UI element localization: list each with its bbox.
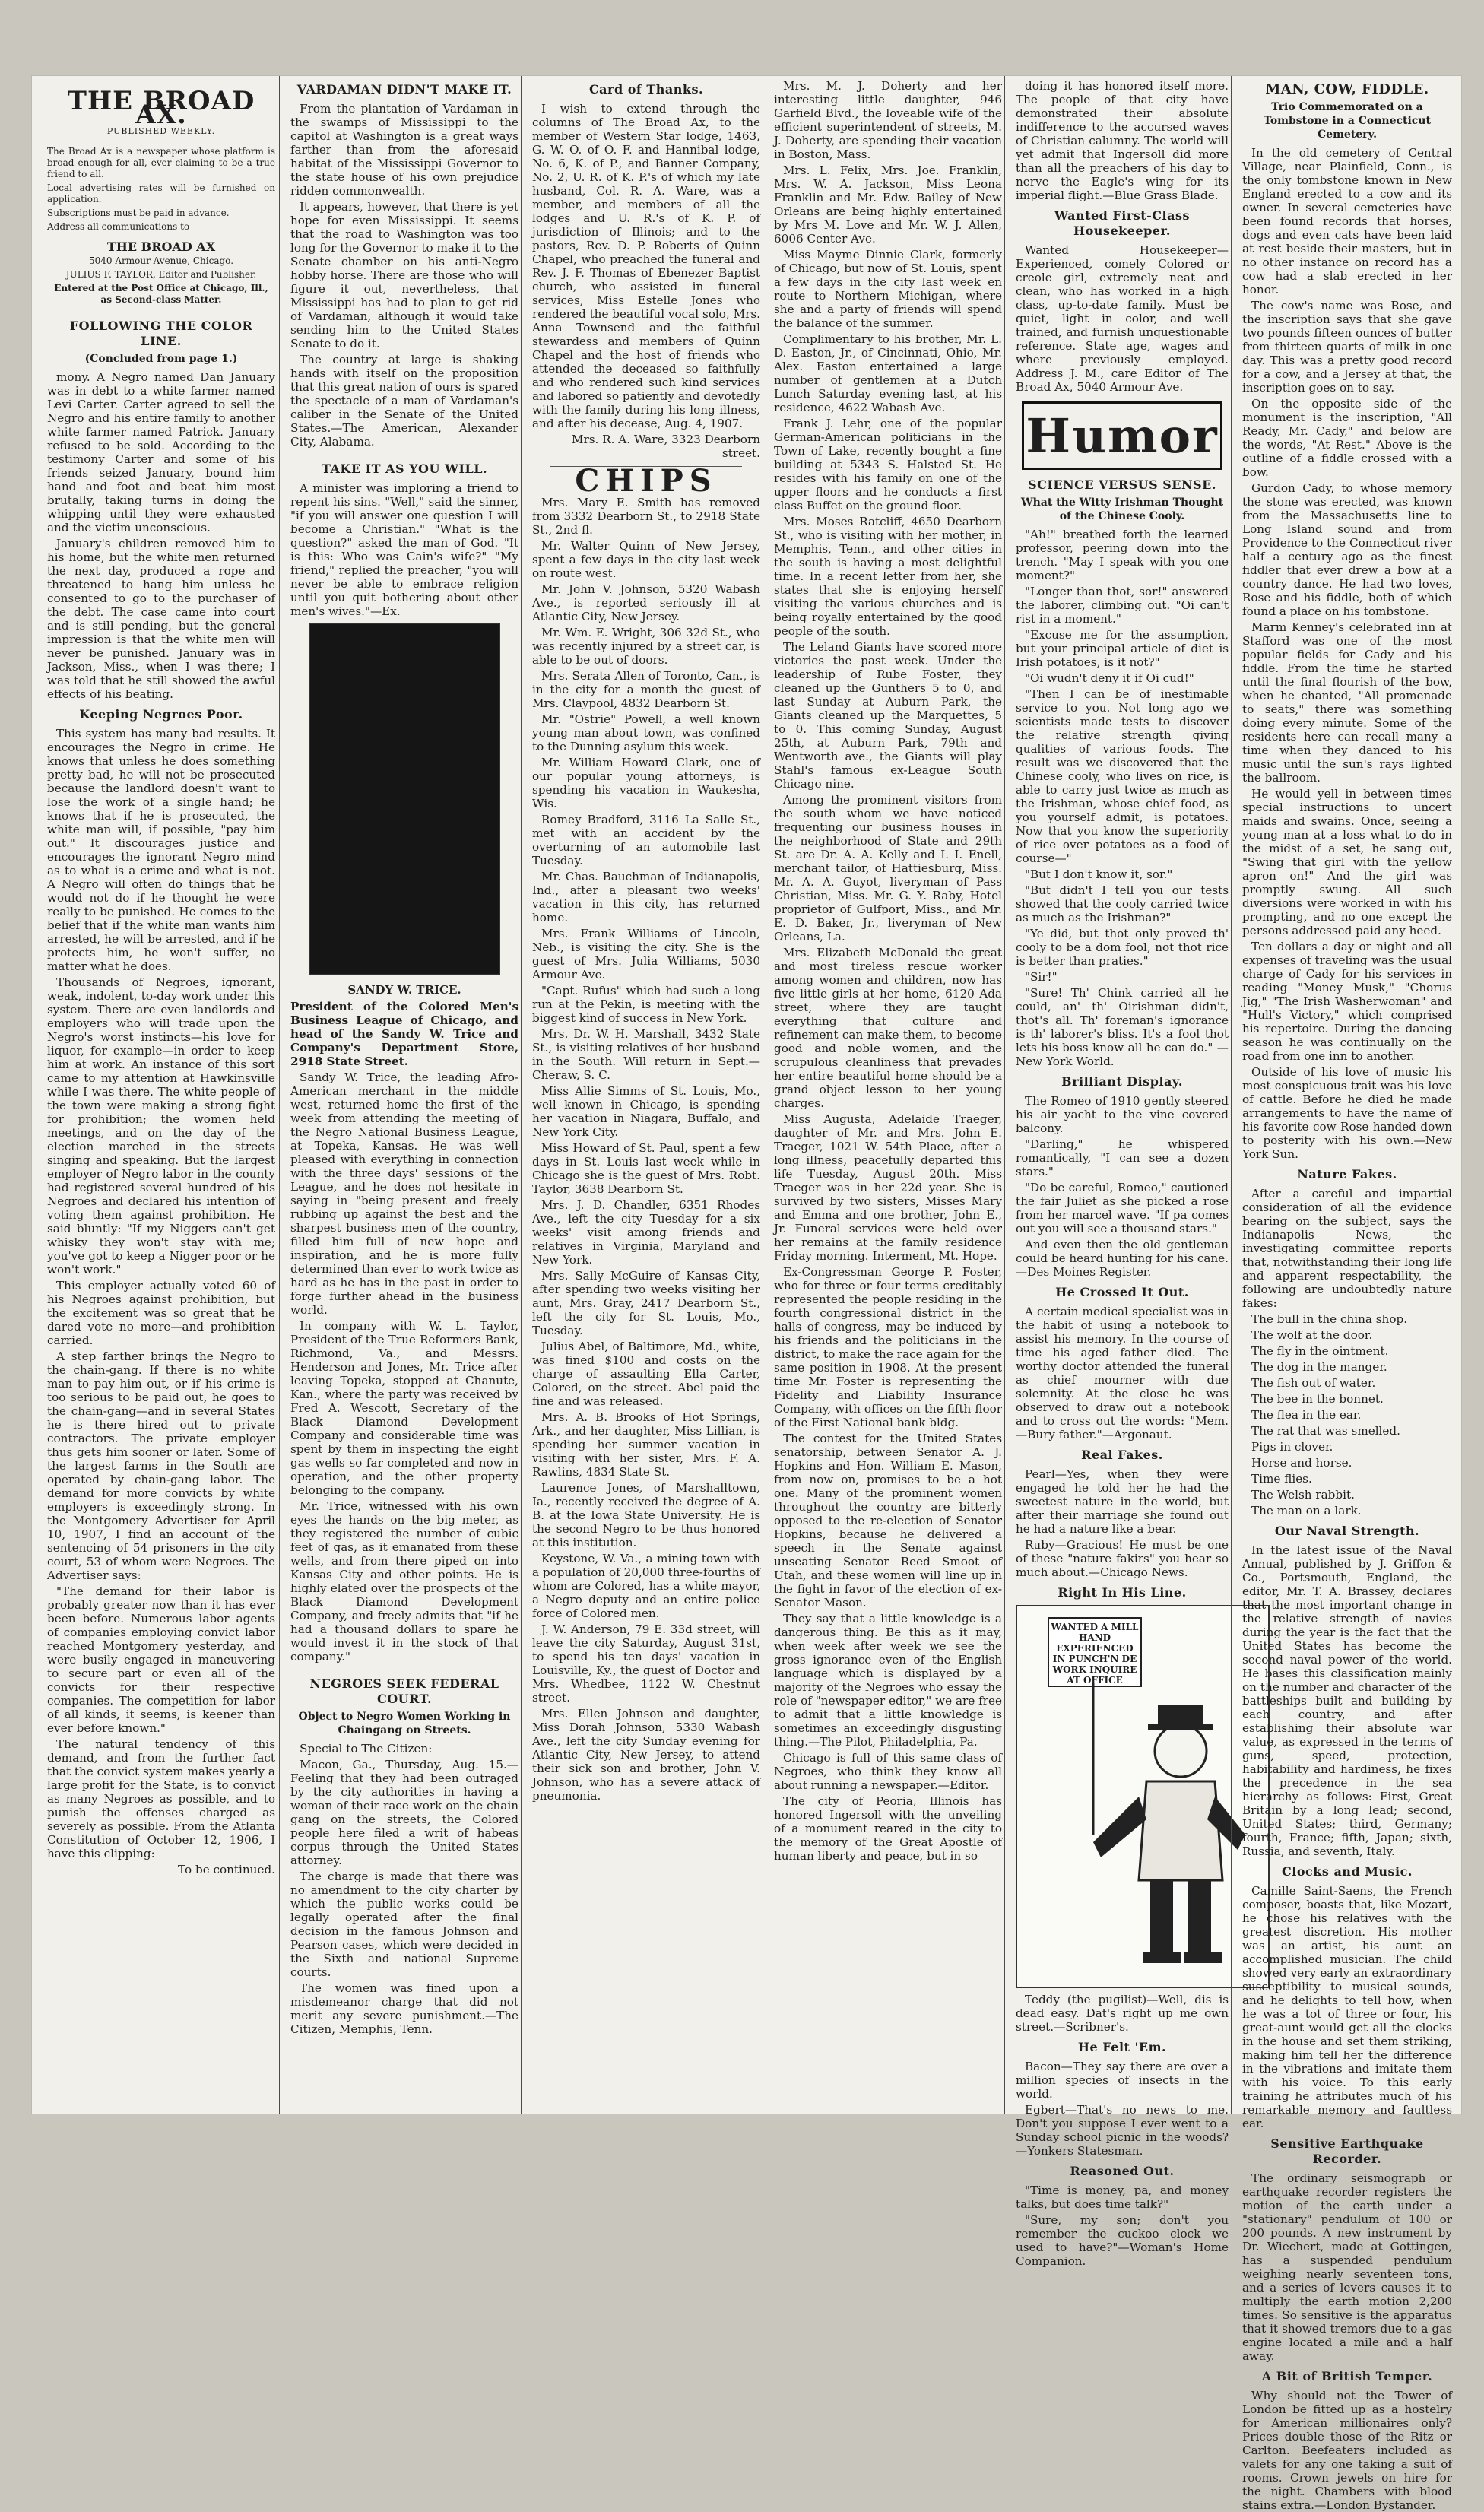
paragraph: This employer actually voted 60 of his Negroes against prohibition, but the excitement was so great that he dared vote no more—and prohibition carried.: [47, 1279, 275, 1347]
news-item: Mrs. L. Felix, Mrs. Joe. Franklin, Mrs. W. A. Jackson, Miss Leona Franklin and Mr. Edw. Bailey of New Orleans are being highly entertained by Mrs M. Love and Mr. W. J. Allen, 6006 Center Ave.: [774, 163, 1002, 246]
section-heading: He Felt 'Em.: [1077, 2040, 1167, 2054]
news-item: Mrs. Frank Williams of Lincoln, Neb., is visiting the city. She is the guest of Mrs. Julia Williams, 5030 Armour Ave.: [532, 927, 760, 982]
paragraph: "Time is money, pa, and money talks, but does time talk?": [1016, 2184, 1229, 2211]
list-item: The bull in the china shop.: [1251, 1312, 1408, 1326]
news-item: Complimentary to his brother, Mr. L. D. Easton, Jr., of Cincinnati, Ohio, Mr. Alex. Easton entertained a large number of gentlemen at a Dutch Lunch Saturday evening last, at his residence, 4622 Wabash Ave.: [774, 332, 1002, 414]
news-item: Miss Howard of St. Paul, spent a few days in St. Louis last week while in Chicago she is the guest of Mrs. Robt. Taylor, 3638 Dearborn St.: [532, 1141, 760, 1196]
paragraph: "Ye did, but thot only proved th' cooly to be a dom fool, not thot rice is better than praties.": [1016, 927, 1229, 968]
news-item: Mr. Wm. E. Wright, 306 32d St., who was recently injured by a street car, is able to be out of doors.: [532, 626, 760, 667]
paragraph: "Longer than thot, sor!" answered the laborer, climbing out. "Oi can't rist in a moment.": [1016, 585, 1229, 626]
section-heading: Real Fakes.: [1081, 1448, 1163, 1462]
section-heading: Keeping Negroes Poor.: [79, 707, 243, 722]
article-heading: NEGROES SEEK FEDERAL COURT.: [309, 1676, 499, 1706]
section-heading: Reasoned Out.: [1070, 2164, 1175, 2178]
masthead-notes: [47, 146, 275, 233]
column-rule: [521, 76, 522, 2114]
column-rule: [279, 76, 280, 2114]
news-item: "Capt. Rufus" which had such a long run at the Pekin, is meeting with the biggest kind of success in New York.: [532, 984, 760, 1025]
paragraph: Mr. Trice, witnessed with his own eyes the hands on the big meter, as they registered the number of cubic feet of gas, as it emanated from these wells, and from there piped on into Kansas City and other points. He is highly elated over the prospects of the Black Diamond Development Company, and freely admits that "if he had a thousand dollars to spare he would invest it in the stock of that company.": [290, 1499, 518, 1664]
section-heading: He Crossed It Out.: [1055, 1285, 1189, 1299]
article-subheading: Trio Commemorated on a Tombstone in a Connecticut Cemetery.: [1264, 101, 1431, 141]
news-item: Mr. William Howard Clark, one of our popular young attorneys, is spending his vacation in Waukesha, Wis.: [532, 756, 760, 810]
column-2: [283, 76, 526, 2114]
paragraph: "Oi wudn't deny it if Oi cud!": [1025, 671, 1194, 685]
humor-banner: [1022, 401, 1222, 470]
section-heading: A Bit of British Temper.: [1261, 2369, 1433, 2384]
paragraph: Marm Kenney's celebrated inn at Stafford was one of the most popular fields for Cady and his fiddle. From the time he started until the final flourish of the bow, when he chanted, "All promenade to seats," there was something doing every minute. Some of the residents here can recall many a time when they danced to his music until the sun's rays lighted the ballroom.: [1242, 620, 1452, 785]
signature: Mrs. R. A. Ware, 3323 Dearborn street.: [571, 433, 760, 460]
column-rule: [1231, 76, 1232, 2114]
list-item: The fish out of water.: [1251, 1376, 1376, 1390]
masthead-editor: JULIUS F. TAYLOR, Editor and Publisher.: [65, 269, 257, 280]
article-heading: Card of Thanks.: [588, 82, 704, 97]
masthead-note: Subscriptions must be paid in advance.: [47, 208, 230, 218]
paragraph: Egbert—That's no news to me. Don't you suppose I ever went to a Sunday school picnic in the woods?—Yonkers Statesman.: [1016, 2103, 1229, 2158]
portrait-photo: [309, 623, 500, 975]
masthead-title: THE BROAD AX.: [67, 86, 255, 130]
continued-note: To be continued.: [178, 1863, 275, 1876]
paragraph: Outside of his love of music his most conspicuous trait was his love of cattle. Before he died he made arrangements to have the name of his favorite cow Rose handed down to posterity with his own.—New York Sun.: [1242, 1065, 1452, 1161]
list-item: The Welsh rabbit.: [1251, 1488, 1355, 1502]
masthead-entry: Entered at the Post Office at Chicago, Ill., as Second-class Matter.: [54, 283, 268, 305]
paragraph: Wanted Housekeeper—Experienced, comely Colored or creole girl, extremely neat and clean, who has worked in a high class, up-to-date family. Must be quiet, light in color, and well trained, and furnish unquestionable reference. State age, wages and where previously employed. Address J. M., care Editor of The Broad Ax, 5040 Armour Ave.: [1016, 243, 1229, 394]
news-item: Mrs. Sally McGuire of Kansas City, after spending two weeks visiting her aunt, Mrs. Gray, 2417 Dearborn St., left the city for St. Louis, Mo., Tuesday.: [532, 1269, 760, 1337]
paragraph: Macon, Ga., Thursday, Aug. 15.—Feeling that they had been outraged by the city authorities in having a woman of their race work on the chain gang on the streets, the Colored people here filed a writ of habeas corpus through the United States attorney.: [290, 1758, 518, 1867]
paragraph: "Sir!": [1025, 970, 1058, 984]
list-item: The flea in the ear.: [1251, 1408, 1362, 1422]
paragraph: The ordinary seismograph or earthquake recorder registers the motion of the earth under a "stationary" pendulum of 100 or 200 pounds. A new instrument by Dr. Wiechert, made at Gottingen, has a suspended pendulum weighing nearly seventeen tons, and a series of levers causes it to multiply the earth motion 2,200 times. So sensitive is the apparatus that it showed tremors due to a gas engine located a mile and a half away.: [1242, 2171, 1452, 2363]
masthead-address-block: [47, 255, 275, 306]
list-item: The wolf at the door.: [1251, 1328, 1373, 1342]
paragraph: doing it has honored itself more. The people of that city have demonstrated their absolute indifference to the accursed waves of Christian calumny. The world will yet admit that Ingersoll did more than all the preachers of his day to nerve the Eagle's wing for its imperial flight.—Blue Grass Blade.: [1016, 79, 1229, 202]
paragraph: "Darling," he whispered romantically, "I can see a dozen stars.": [1016, 1137, 1229, 1178]
article-heading: MAN, COW, FIDDLE.: [1265, 81, 1429, 97]
news-item: Keystone, W. Va., a mining town with a population of 20,000 three-fourths of whom are Colored, has a white mayor, a Negro deputy and an entire police force of Colored men.: [532, 1552, 760, 1620]
news-item: Mrs. Moses Ratcliff, 4650 Dearborn St., who is visiting with her mother, in Memphis, Tenn., and other cities in the south is having a most delightful time. In a recent letter from her, she states that she is enjoying herself visiting the various churches and is being royally entertained by the good people of the south.: [774, 515, 1002, 638]
news-item: Mrs. Dr. W. H. Marshall, 3432 State St., is visiting relatives of her husband in the South. Will return in Sept.—Cheraw, S. C.: [532, 1027, 760, 1082]
paragraph: The Romeo of 1910 gently steered his air yacht to the vine covered balcony.: [1016, 1094, 1229, 1135]
masthead-address: 5040 Armour Avenue, Chicago.: [88, 255, 234, 266]
masthead-note: Address all communications to: [47, 221, 190, 232]
news-item: Mr. Chas. Bauchman of Indianapolis, Ind., after a pleasant two weeks' vacation in this city, has returned home.: [532, 870, 760, 925]
news-item: Among the prominent visitors from the south whom we have noticed frequenting our business houses in the neighborhood of State and 29th St. are Dr. A. A. Kelly and I. I. Enell, merchant tailor, of Hattiesburg, Miss. Mr. A. A. Guyot, liveryman of Pass Christian, Miss. Mr. G. Y. Raby, Hotel proprietor of Gulfport, Miss., and Mr. E. D. Baker, Jr., liveryman of New Orleans, La.: [774, 793, 1002, 944]
news-item: They say that a little knowledge is a dangerous thing. Be this as it may, when week after week we see the gross ignorance even of the English language which is displayed by a majority of the Negroes who essay the role of "newspaper editor," we are free to admit that a little knowledge is sometimes an exceedingly disgusting thing.—The Pilot, Philadelphia, Pa.: [774, 1612, 1002, 1749]
paragraph: Ruby—Gracious! He must be one of these "nature fakirs" you hear so much about.—Chicago News.: [1016, 1538, 1229, 1579]
list-item: The bee in the bonnet.: [1251, 1392, 1384, 1406]
news-item: Julius Abel, of Baltimore, Md., white, was fined $100 and costs on the charge of assaulting Ella Carter, Colored, on the street. Abel paid the fine and was released.: [532, 1340, 760, 1408]
paragraph: "Do be careful, Romeo," cautioned the fair Juliet as she picked a rose from her marcel wave. "If pa comes out you will see a thousand stars.": [1016, 1181, 1229, 1235]
section-heading: Brilliant Display.: [1061, 1074, 1183, 1089]
paragraph: Bacon—They say there are over a million species of insects in the world.: [1016, 2060, 1229, 2101]
news-item: Miss Augusta, Adelaide Traeger, daughter of Mr. and Mrs. John E. Traeger, 1021 W. 54th Place, after a long illness, peacefully departed this life Tuesday, August 20th. Miss Traeger was in her 22d year. She is survived by two sisters, Misses Mary and Emma and one brother, John E., Jr. Funeral services were held over her remains at the family residence Friday morning. Interment, Mt. Hope.: [774, 1112, 1002, 1263]
column-rule: [1004, 76, 1005, 2114]
paragraph: The charge is made that there was no amendment to the city charter by which the public works could be legally operated after the final decision in the famous Johnson and Pearson cases, which were decided in the Sixth and national Supreme courts.: [290, 1870, 518, 1979]
news-item: Mrs. Serata Allen of Toronto, Can., is in the city for a month the guest of Mrs. Claypool, 4832 Dearborn St.: [532, 669, 760, 710]
news-item: Mrs. Ellen Johnson and daughter, Miss Dorah Johnson, 5330 Wabash Ave., left the city Sunday evening for Atlantic City, New Jersey, to attend their sick son and brother, John V. Johnson, who has a severe attack of pneumonia.: [532, 1707, 760, 1803]
article-subheading: What the Witty Irishman Thought of the Chinese Cooly.: [1020, 496, 1224, 522]
paragraph: January's children removed him to his home, but the white men returned the next day, produced a rope and threatened to hang him unless he consented to go to the purchaser of the debt. The case came into court and is still pending, but the general impression is that the white men will never be punished. January was in Jackson, Miss., when I was there; I was told that he still showed the awful effects of his beating.: [47, 537, 275, 701]
section-heading: Wanted First-Class Housekeeper.: [1054, 208, 1190, 238]
news-item: Miss Mayme Dinnie Clark, formerly of Chicago, but now of St. Louis, spent a few days in the city last week en route to Northern Michigan, where she and a party of friends will spend the balance of the summer.: [774, 248, 1002, 330]
paragraph: Thousands of Negroes, ignorant, weak, indolent, to-day work under this system. There are even landlords and employers who will trade upon the Negro's worst instincts—his love for liquor, for example—in order to keep him at work. An instance of this sort came to my attention at Hawkinsville while I was there. The white people of the town were making a strong fight for prohibition; the women held meetings, and on the day of the election marched in the streets singing and speaking. But the largest employer of Negro labor in the county had registered several hundred of his Negroes and declared his intention of voting them against prohibition. He said bluntly: "If my Niggers can't get whisky they won't stay with me; you've got to keep a Nigger poor or he won't work.": [47, 975, 275, 1277]
list-item: The man on a lark.: [1251, 1504, 1362, 1518]
news-item: Mr. Walter Quinn of New Jersey, spent a few days in the city last week on route west.: [532, 539, 760, 580]
list-item: Time flies.: [1251, 1472, 1312, 1486]
news-item: The Leland Giants have scored more victories the past week. Under the leadership of Rube Foster, they cleaned up the Gunthers 5 to 0, and last Sunday at Auburn Park, the Giants cleaned up the Marquettes, 5 to 0. This coming Sunday, August 25th, at Auburn Park, 79th and Wentworth ave., the Giants will play Stahl's famous ex-League South Chicago nine.: [774, 640, 1002, 791]
masthead-name: THE BROAD AX: [106, 239, 216, 254]
news-item: Miss Allie Simms of St. Louis, Mo., well known in Chicago, is spending her vacation in Niagara, Buffalo, and New York City.: [532, 1084, 760, 1139]
list-item: Horse and horse.: [1251, 1456, 1352, 1470]
list-item: The fly in the ointment.: [1251, 1344, 1389, 1358]
list-item: The rat that was smelled.: [1251, 1424, 1400, 1438]
paragraph: Why should not the Tower of London be fitted up as a hostelry for American millionaires only? Prices double those of the Ritz or Carlton. Beefeaters included as valets for any one taking a suit of rooms. Crown jewels on hire for the night. Chambers with blood stains extra.—London Bystander.: [1242, 2389, 1452, 2512]
paragraph: The natural tendency of this demand, and from the further fact that the convict system makes yearly a large profit for the State, is to convict as many Negroes as possible, and to punish the offenses charged as severely as possible. From the Atlanta Constitution of October 12, 1906, I have this clipping:: [47, 1737, 275, 1860]
paragraph: In the old cemetery of Central Village, near Plainfield, Conn., is the only tombstone known in New England erected to a cow and its owner. In several cemeteries have been found records that horses, dogs and even cats have been laid at rest beside their masters, but in no other instance on record has a cow had a slab erected in her honor.: [1242, 146, 1452, 297]
section-heading: Our Naval Strength.: [1274, 1524, 1420, 1538]
paragraph: mony. A Negro named Dan January was in debt to a white farmer named Levi Carter. Carter agreed to sell the Negro and his entire family to another white farmer named Patrick. January refused to be sold. According to the testimony Carter and some of his friends seized January, bound him hand and foot and beat him most brutally, taking turns in doing the whipping until they were exhausted and the victim unconscious.: [47, 370, 275, 534]
section-heading: Nature Fakes.: [1297, 1167, 1397, 1181]
news-item: Mrs. M. J. Doherty and her interesting little daughter, 946 Garfield Blvd., the loveable wife of the efficient superintendent of streets, M. J. Doherty, are spending their vacation in Boston, Mass.: [774, 79, 1002, 161]
paragraph: This system has many bad results. It encourages the Negro in crime. He knows that unless he does something pretty bad, he will not be prosecuted because the landlord doesn't want to lose the work of a single hand; he knows that if he is prosecuted, the white man will, if possible, "pay him out." It discourages justice and encourages the ignorant Negro mind as to what is a crime and what is not. A Negro will often do things that he would not do if he thought he were really to be punished. He comes to the belief that if the white man wants him arrested, he will be arrested, and if he protects him, he won't suffer, no matter what he does.: [47, 727, 275, 973]
news-item: Mr. John V. Johnson, 5320 Wabash Ave., is reported seriously ill at Atlantic City, New Jersey.: [532, 582, 760, 623]
list-item: The dog in the manger.: [1251, 1360, 1387, 1374]
paragraph: "Excuse me for the assumption, but your principal article of diet is Irish potatoes, is it not?": [1016, 628, 1229, 669]
article-heading: VARDAMAN DIDN'T MAKE IT.: [296, 82, 512, 97]
news-item: The contest for the United States senatorship, between Senator A. J. Hopkins and Hon. William E. Mason, from now on, promises to be a hot one. Many of the prominent women throughout the country are bitterly opposed to the re-election of Senator Hopkins, because he delivered a speech in the Senate against unseating Senator Reed Smoot of Utah, and these women will line up in the fight in favor of the election of ex-Senator Mason.: [774, 1432, 1002, 1610]
news-item: Mrs. Elizabeth McDonald the great and most tireless rescue worker among women and children, now has five little girls at her home, 6120 Ada street, where they are taught everything that culture and refinement can make them, to become good and noble women, and the scrupulous cleanliness that prevades her entire beautiful home should be a grand object lesson to her young charges.: [774, 946, 1002, 1110]
article-heading: TAKE IT AS YOU WILL.: [321, 461, 488, 476]
news-item: Romey Bradford, 3116 La Salle St., met with an accident by the overturning of an automobile last Tuesday.: [532, 813, 760, 867]
masthead-published: PUBLISHED WEEKLY.: [106, 126, 216, 136]
article-subheading: Object to Negro Women Working in Chaingang on Streets.: [298, 1711, 511, 1737]
paragraph: And even then the old gentleman could be heard hunting for his cane.—Des Moines Register.: [1016, 1238, 1229, 1279]
article-heading: SCIENCE VERSUS SENSE.: [1028, 477, 1216, 492]
paragraph: In the latest issue of the Naval Annual, published by J. Griffon & Co., Portsmouth, England, the editor, Mr. T. A. Brassey, declares that the most important change in the relative strength of navies during the year is the fact that the United States has become the second naval power of the world. He bases this classification mainly on the number and character of the battleships built and building by each country, and after establishing their absolute war value, as expressed in the terms of guns, speed, protection, habitability and hardiness, he fixes the precedence in the sea hierarchy as follows: First, Great Britain by a long lead; second, United States; third, Germany; fourth, France; fifth, Japan; sixth, Russia, and seventh, Italy.: [1242, 1543, 1452, 1858]
masthead-note: The Broad Ax is a newspaper whose platform is broad enough for all, ever claiming to be a true friend to all.: [47, 146, 275, 179]
news-item: Frank J. Lehr, one of the popular German-American politicians in the Town of Lake, recently bought a fine building at 5343 S. Halsted St. He resides with his family on one of the upper floors and he conducts a first class Buffet on the ground floor.: [774, 417, 1002, 512]
paragraph: He would yell in between times special instructions to uncert maids and swains. Once, seeing a young man at a loss what to do in the midst of a set, he sang out, "Swing that girl with the yellow apron on!" And the girl was promptly swung. All such diversions were worked in with his prompting, and no one except the persons addressed paid any heed.: [1242, 787, 1452, 937]
paragraph: Gurdon Cady, to whose memory the stone was erected, was known from the Massachusetts line to Long Island sound and from Providence to the Connecticut river half a century ago as the finest fiddler that ever drew a bow at a country dance. He had two loves, Rose and his fiddle, both of which found a place on his tombstone.: [1242, 481, 1452, 618]
paragraph: Sandy W. Trice, the leading Afro-American merchant in the middle west, returned home the first of the week from attending the meeting of the Negro National Business League, at Topeka, Kansas. He was well pleased with everything in connection with the three days' sessions of the League, and he does not hesitate in saying in "being present and freely rubbing up against the best and the sharpest business men of the country, filled him full of new hope and inspiration, and he is more fully determined than ever to work twice as hard as he has in the past in order to forge further ahead in the business world.: [290, 1070, 518, 1317]
paragraph: Pearl—Yes, when they were engaged he told her he had the sweetest nature in the world, but after their marriage she found out he had a nature like a bear.: [1016, 1467, 1229, 1536]
article-subheading: (Concluded from page 1.): [84, 353, 238, 365]
paragraph: The women was fined upon a misdemeanor charge that did not merit any severe punishment.—The Citizen, Memphis, Tenn.: [290, 1981, 518, 2036]
paragraph: "Sure, my son; don't you remember the cuckoo clock we used to have?"—Woman's Home Companion.: [1016, 2213, 1229, 2268]
paragraph: Camille Saint-Saens, the French composer, boasts that, like Mozart, he chose his relatives with the greatest discretion. His mother was an artist, his aunt an accomplished musician. The child showed very early an extraordinary susceptibility to musical sounds, and he delights to tell how, when he was a tot of three or four, his great-aunt would get all the clocks in the house and set them striking, making him tell her the difference in the vibrations and imitate them with his voice. To this early training he attributes much of his remarkable memory and faultless ear.: [1242, 1884, 1452, 2130]
news-item: Mrs. J. D. Chandler, 6351 Rhodes Ave., left the city Tuesday for a six weeks' visit among friends and relatives in Virginia, Maryland and New York.: [532, 1198, 760, 1267]
section-heading: Sensitive Earthquake Recorder.: [1270, 2136, 1424, 2166]
paragraph: "Then I can be of inestimable service to you. Not long ago we scientists made tests to discover the relative strength giving qualities of various foods. The result was we discovered that the Chinese cooly, who lives on rice, is able to carry just twice as much as the Irishman, whose chief food, as you yourself admit, is potatoes. Now that you know the superiority of rice over potatoes as a food of course—": [1016, 687, 1229, 865]
article-heading: FOLLOWING THE COLOR LINE.: [69, 319, 253, 348]
paragraph: Ten dollars a day or night and all expenses of traveling was the usual charge of Cady for his services in reading "Money Musk," "Chorus Jig," "The Irish Washerwoman" and "Hull's Victory," which comprised his repertoire. During the dancing season he was continually on the road from one inn to another.: [1242, 940, 1452, 1063]
news-item: Mr. "Ostrie" Powell, a well known young man about town, was confined to the Dunning asylum this week.: [532, 712, 760, 753]
paragraph: "Ah!" breathed forth the learned professor, peering down into the trench. "May I speak with you one moment?": [1016, 528, 1229, 582]
news-item: The city of Peoria, Illinois has honored Ingersoll with the unveiling of a monument reared in the city to the memory of the Great Apostle of human liberty and peace, but in so: [774, 1794, 1002, 1863]
paragraph: A minister was imploring a friend to repent his sins. "Well," said the sinner, "if you will answer one question I will become a Christian." "What is the question?" asked the man of God. "It is this: Who was Cain's wife?" "My friend," replied the preacher, "you will never be able to embrace religion until you quit bothering about other men's wives."—Ex.: [290, 481, 518, 618]
paragraph: The cow's name was Rose, and the inscription says that she gave two pounds fifteen ounces of butter from thirteen quarts of milk in one day. This was a pretty good record for a cow, and a Jersey at that, the inscription goes on to say.: [1242, 299, 1452, 395]
photo-subcaption: President of the Colored Men's Business League of Chicago, and head of the Sandy W. Trice and Company's Department Store, 2918 State Street.: [290, 1000, 518, 1068]
column-4: [766, 76, 1010, 2114]
section-heading: Clocks and Music.: [1282, 1864, 1413, 1879]
section-heading: Right In His Line.: [1058, 1585, 1187, 1600]
column-6: [1235, 76, 1460, 2512]
list-item: Pigs in clover.: [1251, 1440, 1333, 1454]
column-3: [525, 76, 768, 2114]
paragraph: I wish to extend through the columns of The Broad Ax, to the member of Western Star lodge, 1463, G. W. O. of O. F. and Hannibal lodge, No. 6, K. of P., and Banner Company, No. 2, U. R. of K. P.'s of which my late husband, Col. R. A. Ware, was a member, and members of all the lodges and U. R.'s of K. P. of jurisdiction of Illinois; and to the pastors, Rev. D. P. Roberts of Quinn Chapel, who preached the funeral and Rev. J. F. Thomas of Ebenezer Baptist church, who assisted in funeral services, Miss Estelle Jones who rendered the beautiful vocal solo, Mrs. Anna Townsend and the faithful stewardess and members of Quinn Chapel and the host of friends who attended the deceased so faithfully and who rendered such kind services and labored so patiently and devotedly with the family during his long illness, and after his decease, Aug. 4, 1907.: [532, 102, 760, 430]
paragraph: In company with W. L. Taylor, President of the True Reformers Bank, Richmond, Va., and Messrs. Henderson and Jones, Mr. Trice after leaving Topeka, stopped at Chanute, Kan., where the party was received by Fred A. Wescott, Secretary of the Black Diamond Development Company and considerable time was spent by them in inspecting the eight gas wells so far completed and now in operation, and the other property belonging to the company.: [290, 1319, 518, 1497]
paragraph: "But I don't know it, sor.": [1025, 867, 1173, 881]
news-item: Mrs. A. B. Brooks of Hot Springs, Ark., and her daughter, Miss Lillian, is spending her summer vacation in visiting with her sister, Mrs. F. A. Rawlins, 4834 State St.: [532, 1410, 760, 1479]
masthead-note: Local advertising rates will be furnished on application.: [47, 182, 275, 205]
news-item: Mrs. Mary E. Smith has removed from 3332 Dearborn St., to 2918 State St., 2nd fl.: [532, 496, 760, 537]
paragraph: The country at large is shaking hands with itself on the proposition that this great nation of ours is spared the spectacle of a man of Vardaman's caliber in the Senate of the United States.—The American, Alexander City, Alabama.: [290, 353, 518, 449]
paragraph: A step farther brings the Negro to the chain-gang. If there is no white man to pay him out, or if his crime is too serious to be paid out, he goes to the chain-gang—and in several States he is there hired out to private contractors. The private employer thus gets him sooner or later. Some of the largest farms in the South are operated by chain-gang labor. The demand for more convicts by white employers is exceedingly strong. In the Montgomery Advertiser for April 10, 1907, I find an account of the sentencing of 54 prisoners in the city court, 53 of whom were Negroes. The Advertiser says:: [47, 1350, 275, 1582]
paragraph: On the opposite side of the monument is the inscription, "All Ready, Mr. Cady," and below are the words, "At Rest." Above is the outline of a fiddle crossed with a bow.: [1242, 397, 1452, 479]
paragraph: A certain medical specialist was in the habit of using a notebook to assist his memory. In the course of time his aged father died. The worthy doctor attended the funeral as chief mourner with due solemnity. At the close he was observed to draw out a notebook and to cross out the words: "Mem.—Bury father."—Argonaut.: [1016, 1305, 1229, 1442]
news-item: Laurence Jones, of Marshalltown, Ia., recently received the degree of A. B. at the Iowa State University. He is the second Negro to be thus honored at this institution.: [532, 1481, 760, 1549]
chips-heading: CHIPS: [575, 463, 718, 499]
news-item: J. W. Anderson, 79 E. 33d street, will leave the city Saturday, August 31st, to spend his ten days' vacation in Louisville, Ky., the guest of Doctor and Mrs. Whedbee, 1122 W. Chestnut street.: [532, 1622, 760, 1705]
paragraph: "But didn't I tell you our tests showed that the cooly carried twice as much as the Irishman?": [1016, 883, 1229, 925]
newspaper-page: [32, 76, 1461, 2512]
humor-title: Humor: [1026, 408, 1219, 464]
news-item: Ex-Congressman George P. Foster, who for three or four terms creditably represented the people residing in the fourth congressional district in the halls of congress, may be induced by his friends and the politicians in the district, to make the race again for the same position in 1908. At the present time Mr. Foster is representing the Fidelity and Liability Insurance Company, with offices on the fifth floor of the First National bank bldg.: [774, 1265, 1002, 1429]
cartoon-sign: WANTED A MILL HAND EXPERIENCED IN PUNCH'N DE WORK INQUIRE AT OFFICE: [1048, 1617, 1142, 1687]
paragraph: It appears, however, that there is yet hope for even Mississippi. It seems that the road to Washington was too long for the Governor to make it to the Senate chamber on his anti-Negro hobby horse. There are those who will figure it out, nevertheless, that Mississippi has had to plan to get rid of Vardaman, although it would take sending him to the United States Senate to do it.: [290, 200, 518, 350]
news-item: Chicago is full of this same class of Negroes, who think they know all about running a newspaper.—Editor.: [774, 1751, 1002, 1792]
paragraph: "Sure! Th' Chink carried all he could, an' th' Oirishman didn't, thot's all. Th' foreman's ignorance is th' laborer's bliss. It's a fool thot lets his boss know all he can do." — New York World.: [1016, 986, 1229, 1068]
paragraph: Special to The Citizen:: [300, 1742, 433, 1756]
paragraph: Teddy (the pugilist)—Well, dis is dead easy. Dat's right up me own street.—Scribner's.: [1016, 1993, 1229, 2034]
column-5: [1008, 76, 1236, 2268]
paragraph: From the plantation of Vardaman in the swamps of Mississippi to the capitol at Washington is a great ways farther than from the aforesaid habitat of the Mississippi Governor to the state house of his own prejudice ridden commonwealth.: [290, 102, 518, 198]
paragraph: After a careful and impartial consideration of all the evidence bearing on the subject, says the Indianapolis News, the investigating committee reports that, notwithstanding their long life and apparent respectability, the following are undoubtedly nature fakes:: [1242, 1187, 1452, 1310]
column-1: [40, 76, 283, 2114]
paragraph: "The demand for their labor is probably greater now than it has ever been before. Numerous labor agents of companies employing convict labor reached Montgomery yesterday, and were busily engaged in maneuvering to secure part or even all of the convicts for their respective companies. The competition for labor of all kinds, it seems, is keener than ever before known.": [47, 1584, 275, 1735]
photo-caption: SANDY W. TRICE.: [347, 983, 461, 997]
